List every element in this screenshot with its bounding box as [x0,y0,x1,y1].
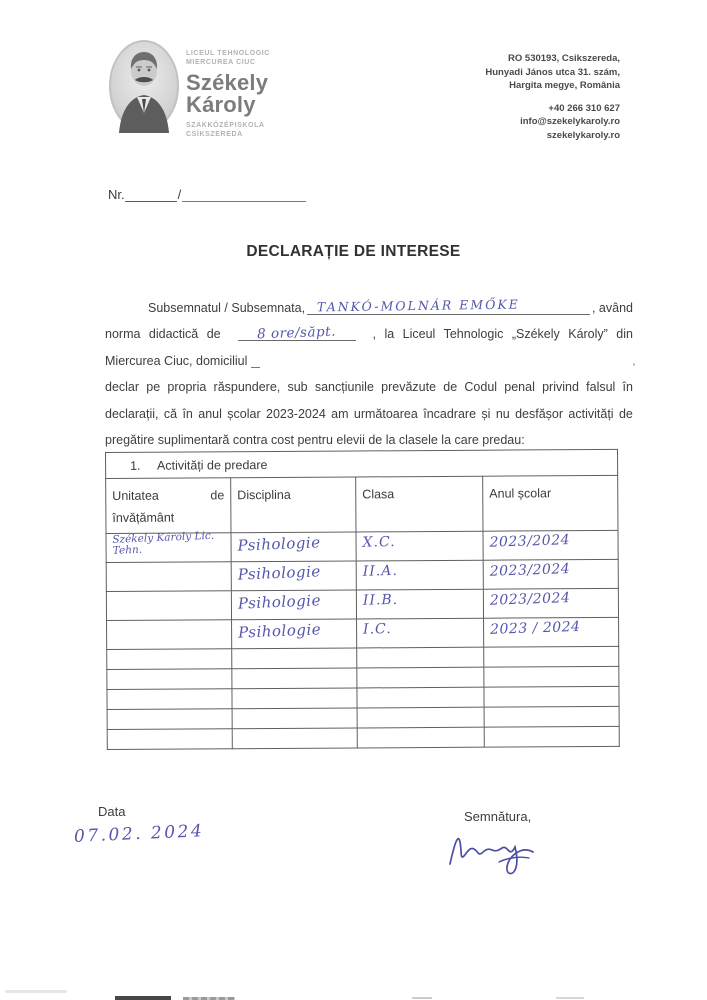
signature-label: Semnătura, [464,809,532,824]
address-line: Hunyadi János utca 31. szám, [485,66,620,78]
school-founder-portrait-logo [107,39,181,134]
handwritten-signature [447,820,547,878]
handwritten-date: 07.02. 2024 [73,821,205,847]
handwritten-discipline: Psihologie [237,533,321,555]
handwritten-unit: Székely Károly Lic. Tehn. [112,529,215,557]
document-title: DECLARAȚIE DE INTERESE [246,243,461,260]
logo-line-miercurea: MIERCUREA CIUC [186,58,256,66]
table-caption-row [106,449,618,478]
handwritten-name: TANKÓ-MOLNÁR EMŐKE [316,296,521,314]
body-line-4: declar pe propria răspundere, sub sancțiunile prevăzute de Codul penal privind falsul în [105,380,633,394]
nr-label: Nr. [108,187,125,202]
caption-text: Activități de predare [156,457,268,473]
table-row [106,559,618,591]
handwritten-discipline: Psihologie [237,620,322,642]
line2-printed-tail: , la Liceul Tehnologic „Székely Károly” din [372,327,633,341]
handwritten-class: II.A. [362,562,398,580]
stray-ink-mark: ’ [630,361,636,375]
body-line-2 [105,315,633,342]
domiciliu-blank-field [251,355,260,368]
nr-date-blank-field [182,187,306,202]
handwritten-class: X.C. [362,533,396,551]
table-row [106,530,618,562]
school-logo-text [186,50,270,139]
logo-line-liceul: LICEUL TEHNOLOGIC [186,50,270,57]
line3-printed-text: Miercurea Ciuc, domiciliul [105,353,248,368]
logo-school-name: Székely Károly [186,70,269,117]
scan-edge-artifact [556,997,584,999]
table-row [107,617,619,649]
handwritten-class: I.C. [362,621,392,638]
line1-printed-text: Subsemnatul / Subsemnata, [148,300,306,315]
caption-number: 1. [130,458,141,473]
logo-line-szakkozepiskola: SZAKKÖZÉPISKOLA [186,122,265,129]
body-line-6: pregătire suplimentară contra cost pentru elevii de la clasele la care predau: [105,433,525,447]
table-row-empty [107,726,619,749]
scan-edge-artifact [115,996,171,1000]
handwritten-discipline: Psihologie [237,591,322,613]
body-line-5: declarații, că în anul școlar 2023-2024 am următoarea încadrare și nu desfășor activități de [105,406,633,421]
activities-table [105,449,620,750]
declaration-body [105,288,633,447]
handwritten-year: 2023 / 2024 [489,618,581,638]
table-row [106,588,618,620]
column-header-anul-scolar: Anul școlar [483,475,618,531]
column-header-disciplina: Disciplina [231,477,356,533]
line2-printed-text: norma didactică de [105,327,221,341]
email-address: info@szekelykaroly.ro [520,116,620,127]
phone-number: +40 266 310 627 [548,102,620,114]
logo-line-csikszereda: CSÍKSZEREDA [186,130,243,138]
column-header-clasa: Clasa [356,476,483,532]
handwritten-year: 2023/2024 [489,561,571,580]
name-blank-field [307,297,590,315]
handwritten-year: 2023/2024 [489,590,571,609]
date-label: Data [98,804,126,819]
website-url: szekelykaroly.ro [546,129,620,141]
handwritten-discipline: Psihologie [237,562,322,584]
handwritten-norma: 8 ore/săpt. [256,323,337,343]
norma-blank-field [238,323,356,341]
address-line: RO 530193, Csikszereda, [508,53,620,64]
body-line-3 [105,341,633,368]
column-header-unitatea: Unitatea de învățământ [106,478,231,534]
school-contact-block [400,52,620,142]
body-line-1 [105,288,633,315]
handwritten-class: II.B. [362,591,399,609]
registration-number-line [108,184,306,202]
address-line: Hargita megye, România [509,80,620,91]
handwritten-year: 2023/2024 [489,532,571,551]
scan-edge-artifact [412,997,432,999]
nr-slash: / [177,187,182,202]
line1-printed-tail: , având [591,300,633,315]
table-header-row [106,475,618,533]
nr-blank-field [125,187,177,202]
scan-smudge [5,990,67,993]
